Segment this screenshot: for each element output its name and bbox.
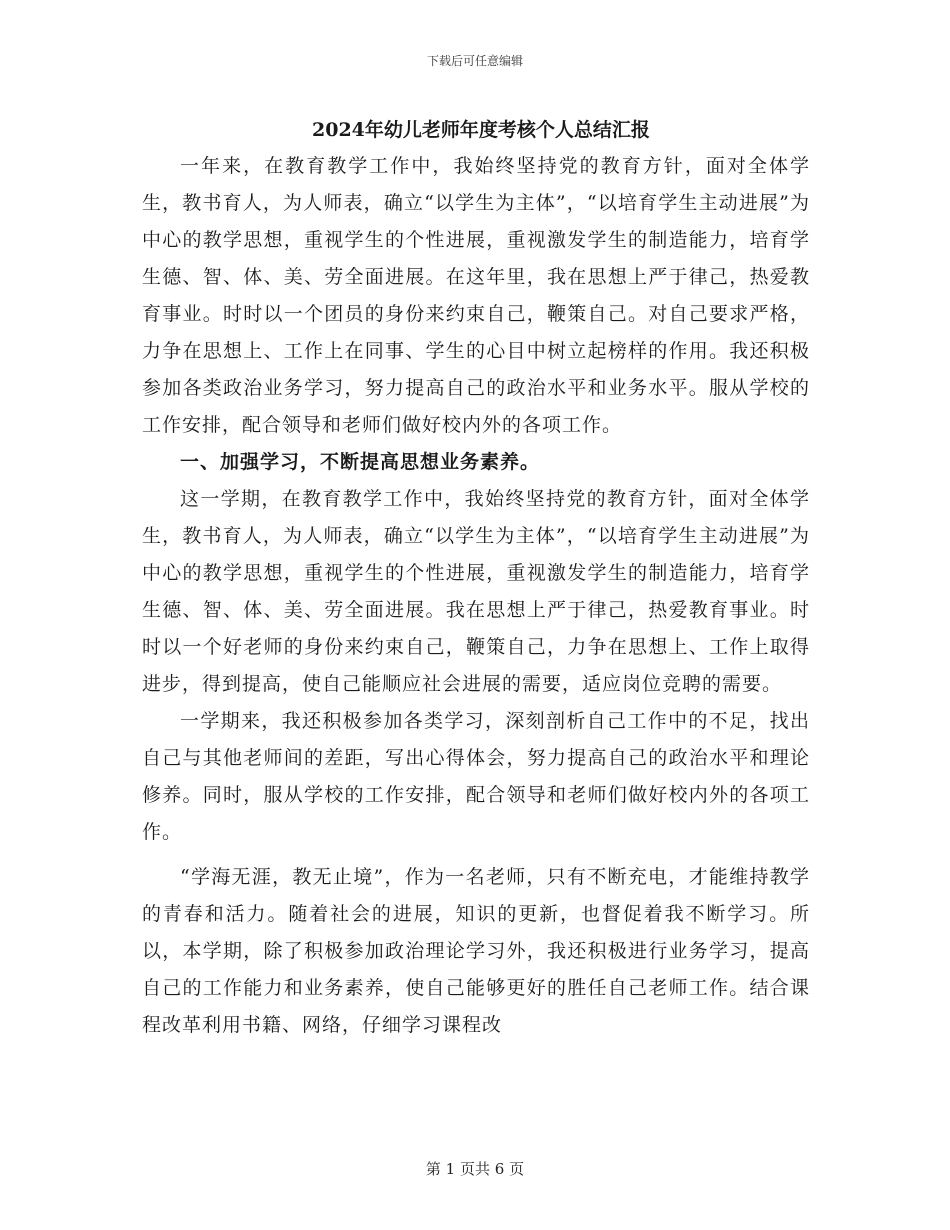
document-body: [142, 112, 810, 1044]
page-number: 第 1 页共 6 页: [425, 1160, 525, 1178]
section-heading-1: 一、加强学习，不断提高思想业务素养。: [180, 451, 541, 473]
paragraph-intro: 一年来，在教育教学工作中，我始终坚持党的教育方针，面对全体学生，教书育人，为人师表，确立“以学生为主体”，“以培育学生主动进展”为中心的教学思想，重视学生的个性进展，重视激发学生的制造能力，培育学生德、智、体、美、劳全面进展。在这年里，我在思想上严于律己，热爱教育事业。时时以一个团员的身份来约束自己，鞭策自己。对自己要求严格，力争在思想上、工作上在同事、学生的心目中树立起榜样的作用。我还积极参加各类政治业务学习，努力提高自己的政治水平和业务水平。服从学校的工作安排，配合领导和老师们做好校内外的各项工作。: [142, 155, 810, 436]
paragraph-section1-b: 一学期来，我还积极参加各类学习，深刻剖析自己工作中的不足，找出自己与其他老师间的差距，写出心得体会，努力提高自己的政治水平和理论修养。同时，服从学校的工作安排，配合领导和老师们做好校内外的各项工作。: [142, 710, 810, 843]
paragraph-section1-c: “学海无涯，教无止境”，作为一名老师，只有不断充电，才能维持教学的青春和活力。随着社会的进展，知识的更新，也督促着我不断学习。所以，本学期，除了积极参加政治理论学习外，我还积极进行业务学习，提高自己的工作能力和业务素养，使自己能够更好的胜任自己老师工作。结合课程改革利用书籍、网络，仔细学习课程改: [142, 866, 810, 1036]
page-header-note: 下载后可任意编辑: [426, 54, 523, 68]
paragraph-section1-a: 这一学期，在教育教学工作中，我始终坚持党的教育方针，面对全体学生，教书育人，为人师表，确立“以学生为主体”，“以培育学生主动进展”为中心的教学思想，重视学生的个性进展，重视激发学生的制造能力，培育学生德、智、体、美、劳全面进展。我在思想上严于律己，热爱教育事业。时时以一个好老师的身份来约束自己，鞭策自己，力争在思想上、工作上取得进步，得到提高，使自己能顺应社会进展的需要，适应岗位竞聘的需要。: [142, 488, 810, 695]
document-title: 2024年幼儿老师年度考核个人总结汇报: [312, 119, 650, 141]
